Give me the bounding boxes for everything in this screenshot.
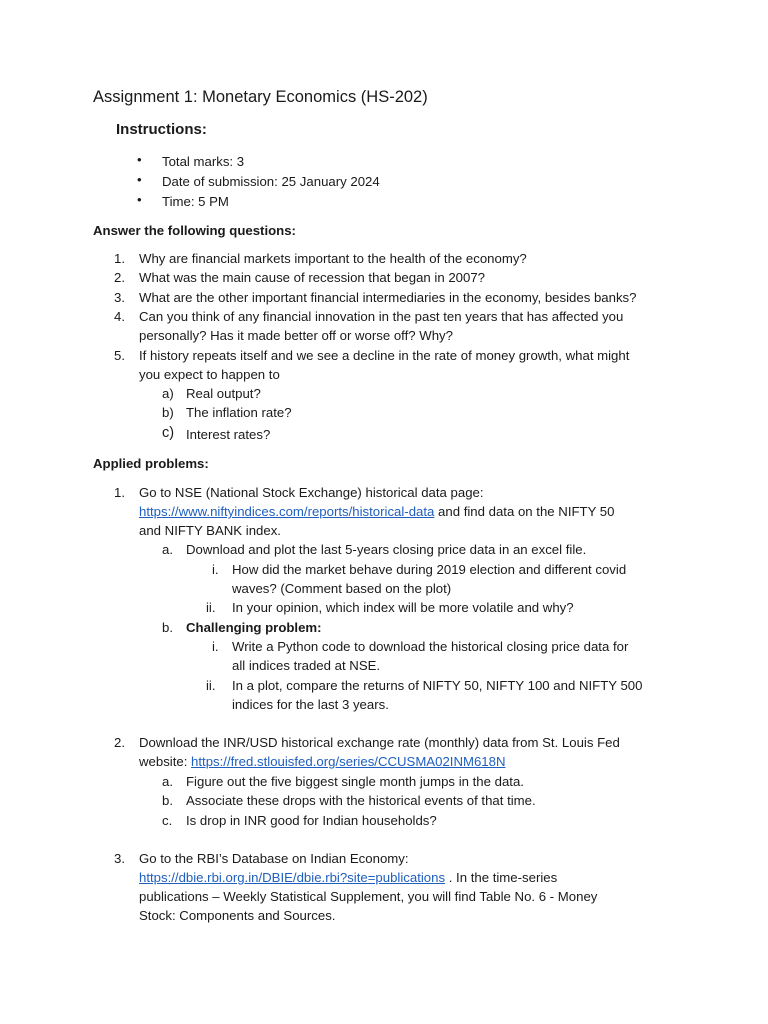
subitem-text: Is drop in INR good for Indian households? — [186, 813, 437, 828]
fred-series-link[interactable]: https://fred.stlouisfed.org/series/CCUSMA02INM618N — [191, 754, 506, 769]
subitem-text: Figure out the five biggest single month jumps in the data. — [186, 774, 524, 789]
roman-text: Write a Python code to download the historical closing price data for — [232, 639, 629, 654]
question-number: 2. — [114, 270, 125, 285]
subitem-label: b) — [162, 405, 174, 420]
bullet-icon: • — [137, 192, 142, 207]
roman-text: all indices traded at NSE. — [232, 658, 381, 673]
question-text: personally? Has it made better off or worse off? Why? — [139, 328, 453, 343]
question-text: What was the main cause of recession that began in 2007? — [139, 270, 486, 285]
subitem-text: Associate these drops with the historical events of that time. — [186, 793, 536, 808]
subitem-label: b. — [162, 793, 173, 808]
question-text: you expect to happen to — [139, 367, 280, 382]
bullet-icon: • — [137, 152, 142, 167]
subitem-label: a) — [162, 386, 174, 401]
subitem-text: Download and plot the last 5-years closing price data in an excel file. — [186, 542, 587, 557]
instruction-item: Total marks: 3 — [162, 154, 245, 169]
problem-text: and NIFTY BANK index. — [139, 523, 281, 538]
rbi-dbie-link[interactable]: https://dbie.rbi.org.in/DBIE/dbie.rbi?site=publications — [139, 870, 446, 885]
problem-text: publications – Weekly Statistical Supplement, you will find Table No. 6 - Money — [139, 889, 598, 904]
roman-text: indices for the last 3 years. — [232, 697, 389, 712]
subitem-text: The inflation rate? — [186, 405, 292, 420]
problem-text-line — [139, 752, 505, 771]
question-number: 1. — [114, 251, 125, 266]
subitem-text: Real output? — [186, 386, 261, 401]
problem-text-line — [139, 868, 557, 887]
problem-number: 1. — [114, 485, 125, 500]
subitem-label: c. — [162, 813, 173, 828]
roman-label: ii. — [206, 678, 216, 693]
roman-text: In your opinion, which index will be more volatile and why? — [232, 600, 574, 615]
subitem-label: c) — [162, 425, 175, 441]
applied-heading: Applied problems: — [93, 456, 209, 471]
problem-number: 2. — [114, 735, 125, 750]
question-text: Why are financial markets important to the health of the economy? — [139, 251, 527, 266]
roman-text: How did the market behave during 2019 election and different covid — [232, 562, 627, 577]
question-text: If history repeats itself and we see a decline in the rate of money growth, what might — [139, 348, 630, 363]
problem-text: and find data on the NIFTY 50 — [434, 504, 615, 519]
subitem-label: a. — [162, 542, 173, 557]
question-number: 5. — [114, 348, 125, 363]
instruction-item: Time: 5 PM — [162, 194, 229, 209]
problem-text: website: — [139, 754, 192, 769]
subitem-label: b. — [162, 620, 173, 635]
problem-number: 3. — [114, 851, 125, 866]
question-number: 3. — [114, 290, 125, 305]
roman-label: i. — [212, 562, 219, 577]
question-number: 4. — [114, 309, 125, 324]
problem-text: Go to the RBI’s Database on Indian Economy: — [139, 851, 409, 866]
answer-heading: Answer the following questions: — [93, 223, 296, 238]
question-text: Can you think of any financial innovation in the past ten years that has affected you — [139, 309, 624, 324]
bullet-icon: • — [137, 172, 142, 187]
subitem-text: Interest rates? — [186, 427, 271, 442]
roman-text: In a plot, compare the returns of NIFTY 50, NIFTY 100 and NIFTY 500 — [232, 678, 643, 693]
roman-text: waves? (Comment based on the plot) — [232, 581, 452, 596]
problem-text: Download the INR/USD historical exchange rate (monthly) data from St. Louis Fed — [139, 735, 620, 750]
problem-text-line — [139, 502, 614, 521]
subitem-label: a. — [162, 774, 173, 789]
instructions-heading: Instructions: — [116, 121, 207, 138]
problem-text: Go to NSE (National Stock Exchange) historical data page: — [139, 485, 484, 500]
nifty-historical-data-link[interactable]: https://www.niftyindices.com/reports/historical-data — [139, 504, 435, 519]
page-title: Assignment 1: Monetary Economics (HS-202) — [93, 88, 428, 106]
challenging-problem-heading: Challenging problem: — [186, 620, 322, 635]
problem-text: Stock: Components and Sources. — [139, 908, 336, 923]
question-text: What are the other important financial intermediaries in the economy, besides banks? — [139, 290, 637, 305]
roman-label: i. — [212, 639, 219, 654]
roman-label: ii. — [206, 600, 216, 615]
instruction-item: Date of submission: 25 January 2024 — [162, 174, 380, 189]
problem-text: . In the time-series — [445, 870, 558, 885]
